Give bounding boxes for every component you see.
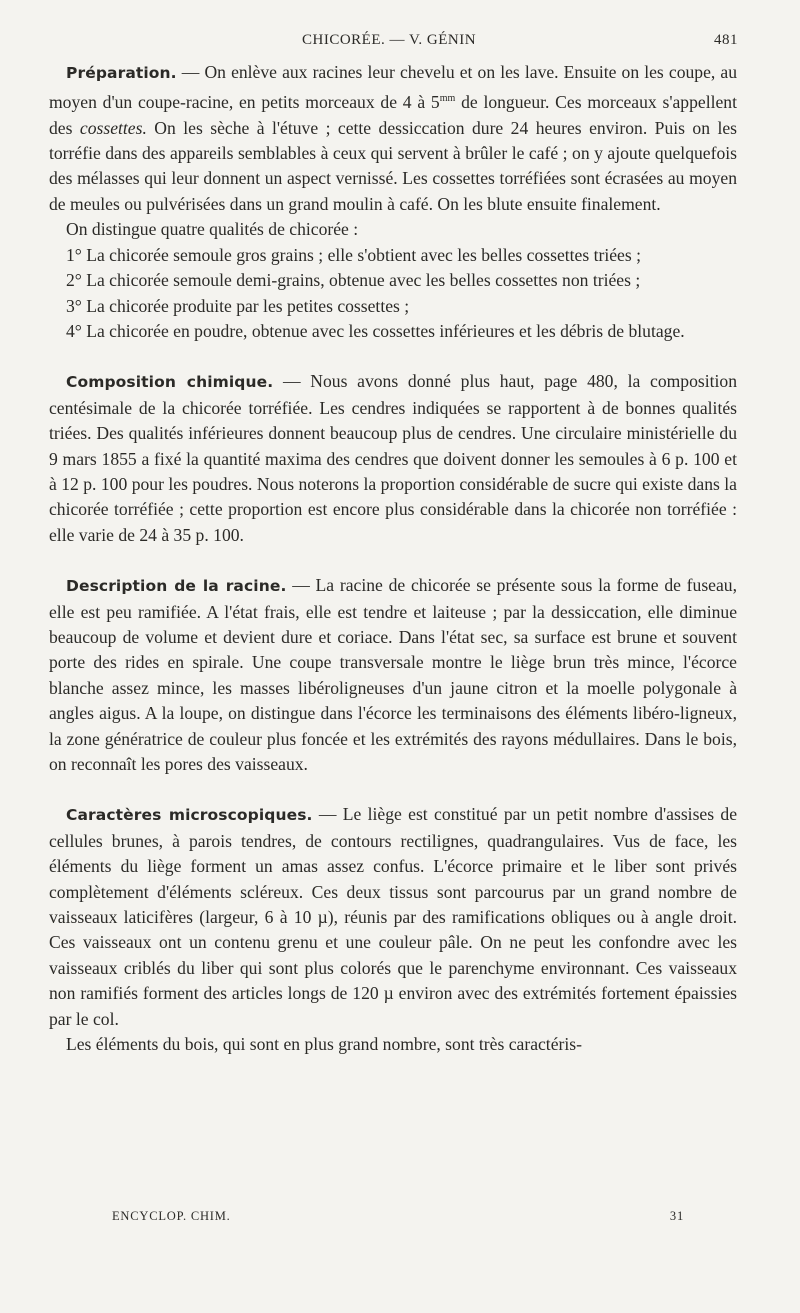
preparation-text-b: de longueur. Ces morceaux s'appellent des bbox=[49, 92, 737, 138]
page-header bbox=[66, 30, 738, 52]
signature-number: 31 bbox=[669, 1209, 684, 1223]
paragraph-microscopiques bbox=[49, 802, 737, 1032]
list-item-3: 3° La chicorée produite par les petites cossettes ; bbox=[66, 295, 410, 316]
microscopiques-text: — Le liège est constitué par un petit nombre d'assises de cellules brunes, à parois tendres, de contours rectilignes, quadrangulaires. Vus de face, les éléments du liège forment un amas assez confus. L'écorce primaire et le liber sont privés complètement d'éléments scléreux. Ces deux tissus sont parcourus par un grand nombre de vaisseaux laticifères (largeur, 6 à 10 µ), réunis par des ramifications obliques ou à angle droit. Ces vaisseaux ont un contenu grenu et une couleur pâle. On ne peut les confondre avec les vaisseaux criblés du liber qui sont plus colorés que le parenchyme environnant. Ces vaisseaux non ramifiés forment des articles longs de 120 µ environ avec des extrémités fortement épaissies par le col. bbox=[49, 804, 737, 1029]
signature-mark: ENCYCLOP. CHIM. bbox=[112, 1209, 231, 1223]
composition-text: — Nous avons donné plus haut, page 480, la composition centésimale de la chicorée torréfiée. Les cendres indiquées se rapportent à de bonnes qualités triées. Des qualités inférieures donnent beaucoup plus de cendres. Une circulaire ministérielle du 9 mars 1855 a fixé la quantité maxima des cendres que doivent donner les semoules à 6 p. 100 et à 12 p. 100 pour les poudres. Nous noterons la proportion considérable de sucre qui existe dans la chicorée torréfiée ; cette proportion est encore plus considérable dans la chicorée non torréfiée : elle varie de 24 à 35 p. 100. bbox=[49, 371, 738, 545]
list-item-2: 2° La chicorée semoule demi-grains, obtenue avec les belles cossettes non triées ; bbox=[66, 270, 641, 291]
section-heading-preparation: Préparation. bbox=[66, 64, 177, 82]
section-heading-description: Description de la racine. bbox=[66, 577, 287, 596]
page-number: 481 bbox=[714, 32, 738, 48]
list-item-1: 1° La chicorée semoule gros grains ; elle s'obtient avec les belles cossettes triées ; bbox=[66, 244, 641, 265]
list-item-4: 4° La chicorée en poudre, obtenue avec les cossettes inférieures et les débris de blutage. bbox=[66, 320, 685, 341]
term-cossettes: cossettes. bbox=[79, 117, 147, 138]
section-heading-microscopiques: Caractères microscopiques. bbox=[66, 806, 313, 825]
unit-superscript: mm bbox=[439, 93, 456, 105]
preparation-text-a: — On enlève aux racines leur chevelu et on les lave. Ensuite on les coupe, au moyen d'un coupe-racine, en petits morceaux de 4 à 5 bbox=[49, 62, 737, 113]
paragraph-description bbox=[49, 573, 737, 777]
paragraph-preparation bbox=[49, 60, 737, 217]
description-text: — La racine de chicorée se présente sous la forme de fuseau, elle est peu ramifiée. A l'état frais, elle est tendre et laiteuse ; par la dessiccation, elle diminue beaucoup de volume et devient dure et coriace. Dans l'état sec, sa surface est brune et souvent porte des rides en spirale. Une coupe transversale montre le liège brun très mince, l'écorce blanche assez mince, les masses libéroligneuses d'un jaune citron et la moelle polygonale à angles aigus. A la loupe, on distingue dans l'écorce les terminaisons des éléments libéro-ligneux, la zone génératrice de couleur plus foncée et les extrémités des rayons médullaires. Dans le bois, on reconnaît les pores des vaisseaux. bbox=[49, 575, 737, 775]
section-heading-composition: Composition chimique. bbox=[66, 373, 274, 392]
preparation-text-c: On les sèche à l'étuve ; cette dessiccation dure 24 heures environ. Puis on les torréfie dans des appareils semblables à ceux qui servent à brûler le café ; on y ajoute quelquefois des mélasses qui leur donnent un aspect vernissé. Les cossettes torréfiées sont écrasées au moyen de meules ou pulvérisées dans un grand moulin à café. On les blute ensuite finalement. bbox=[49, 117, 737, 214]
body-text bbox=[49, 60, 737, 1057]
paragraph-bois: Les éléments du bois, qui sont en plus grand nombre, sont très caractéris- bbox=[66, 1034, 582, 1055]
running-title: CHICORÉE. — V. GÉNIN bbox=[302, 32, 477, 48]
paragraph-composition bbox=[49, 369, 737, 548]
paragraph-qualities-intro: On distingue quatre qualités de chicorée : bbox=[66, 219, 359, 240]
page-footer bbox=[112, 1209, 684, 1229]
